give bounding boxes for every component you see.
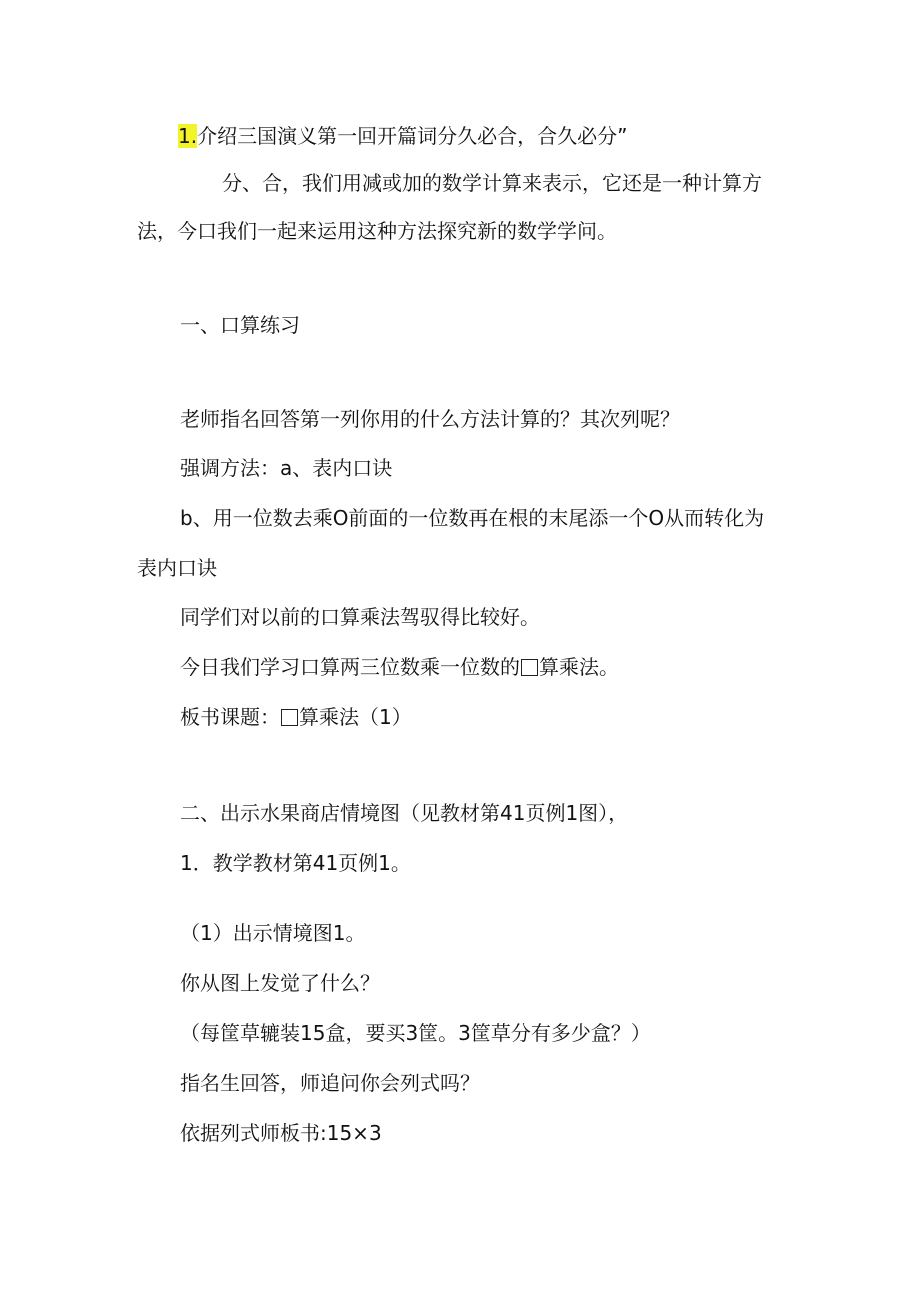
section2-ask: 你从图上发觉了什么？: [180, 971, 380, 995]
section1-today-suffix: 算乘法。: [539, 655, 619, 679]
empty-box-glyph: [281, 709, 298, 726]
section1-emphasis: 强调方法：a、表内口诀: [180, 456, 393, 480]
section2-student: 指名生回答，师追问你会列式吗？: [180, 1071, 480, 1095]
section1-today-prefix: 今日我们学习口算两三位数乘一位数的: [180, 655, 520, 679]
intro-title: [178, 123, 627, 149]
section1-board-prefix: 板书课题：: [180, 705, 280, 729]
section1-remark: 同学们对以前的口算乘法驾驭得比较好。: [180, 605, 540, 629]
section2-formula: 依据列式师板书:15×3: [180, 1121, 382, 1145]
intro-paragraph-line-2: 法，今口我们一起来运用这种方法探究新的数学学问。: [137, 219, 617, 243]
section1-method-b-line-2: 表内口诀: [137, 556, 217, 580]
section1-board-title: [180, 704, 412, 730]
section1-method-b-line-1: b、用一位数去乘O前面的一位数再在根的末尾添一个O从而转化为: [180, 506, 765, 530]
section1-today: [180, 654, 619, 680]
intro-title-text: 介绍三国演义第一回开篇词分久必合，合久必分”: [197, 124, 628, 148]
section1-heading: 一、口算练习: [180, 313, 300, 337]
section1-board-suffix: 算乘法（1）: [299, 705, 412, 729]
intro-paragraph-line-1: 分、合，我们用减或加的数学计算来表示，它还是一种计算方: [222, 171, 762, 195]
section2-heading: 二、出示水果商店情境图（见教材第41页例1图），: [180, 801, 629, 825]
section2-item-1: 1．教学教材第41页例1。: [180, 851, 411, 875]
section1-question: 老师指名回答第一列你用的什么方法计算的？其次列呢？: [180, 407, 680, 431]
empty-box-glyph: [521, 659, 538, 676]
section2-sub-1: （1）出示情境图1。: [180, 921, 366, 945]
section2-answer: （每筐草辘装15盒，要买3筐。3筐草分有多少盒？）: [180, 1021, 651, 1045]
intro-number-highlight: 1.: [178, 124, 198, 148]
